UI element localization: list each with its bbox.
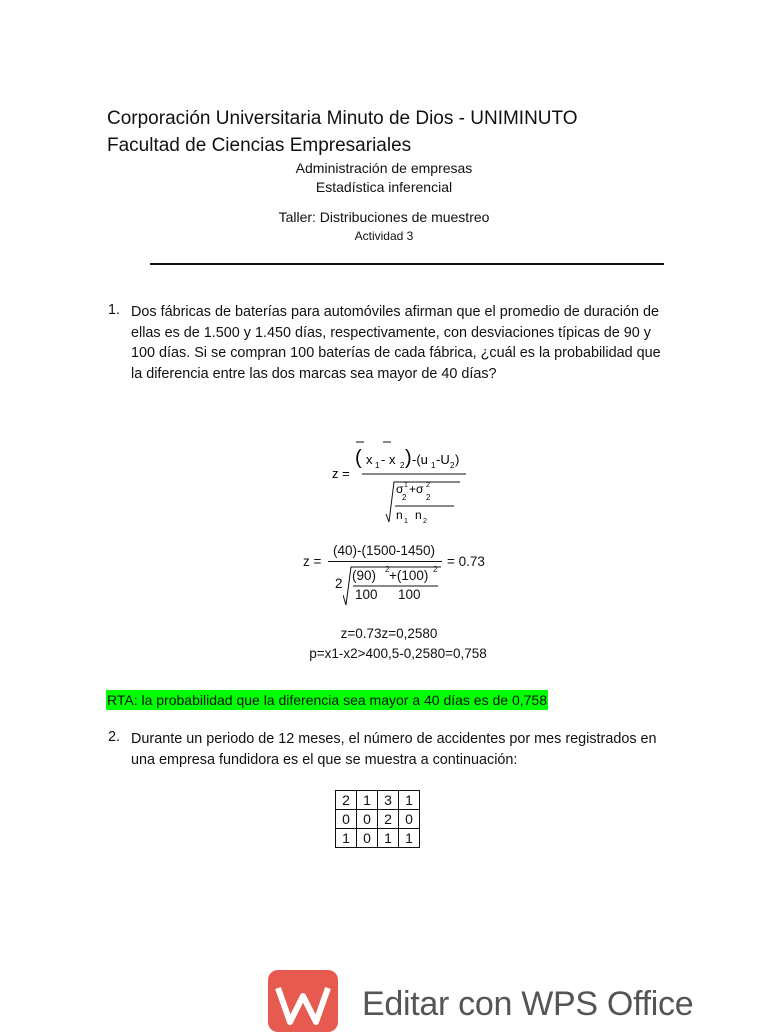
z-value-line: z=0.73z=0,2580 [340,626,438,641]
faculty-title: Facultad de Ciencias Empresariales [107,135,412,156]
table-cell: 1 [336,829,357,848]
table-row [336,829,420,848]
svg-text:n: n [415,508,422,522]
svg-text:-U: -U [436,452,450,467]
z-formula-graphic [320,440,480,530]
z-sub-den-bot-a: 100 [355,587,378,602]
table-cell: 0 [399,810,420,829]
svg-text:+σ: +σ [409,482,424,496]
course-title: Estadística inferencial [315,179,453,195]
institution-title: Corporación Universitaria Minuto de Dios - UNIMINUTO [107,108,578,129]
z-sub-den-b: +(100) [389,568,429,583]
svg-text:): ) [405,447,412,469]
table-cell: 1 [399,829,420,848]
svg-text:2: 2 [402,493,407,502]
svg-text:2: 2 [400,461,405,470]
svg-text:2: 2 [426,493,431,502]
svg-text:2: 2 [426,482,430,489]
z-sub-numerator: (40)-(1500-1450) [332,543,436,558]
table-cell: 3 [378,791,399,810]
table-row [336,810,420,829]
svg-text:): ) [455,452,460,467]
exp-2a: 2 [385,565,390,574]
problem2-text: Durante un periodo de 12 meses, el número de accidentes por mes registrados en una empresa fundidora es el que se muestra a continuación: [131,731,657,768]
wps-logo-icon[interactable] [268,970,338,1032]
table-cell: 0 [357,810,378,829]
svg-text:- x: - x [381,452,396,467]
svg-text:n: n [396,508,403,522]
svg-text:1: 1 [404,482,408,489]
svg-text:(: ( [355,447,362,469]
table-cell: 2 [336,791,357,810]
z-sub-den-bot-b: 100 [398,587,421,602]
table-cell: 1 [399,791,420,810]
workshop-title: Taller: Distribuciones de muestreo [278,209,490,225]
table-cell: 2 [378,810,399,829]
problem1-text: Dos fábricas de baterías para automóviles afirman que el promedio de duración de ellas es de 1.500 y 1.450 días, respectivamente, con desviaciones típicas de 90 y 100 días. Si se compran 100 baterías de cada fábrica, ¿cuál es la probabilidad que la diferencia entre las dos marcas sea mayor de 40 días? [131,304,661,382]
z-sub-result: = 0.73 [447,554,485,569]
svg-text:1: 1 [431,461,436,470]
z-sub-lhs: z = [303,554,322,569]
svg-text:z =: z = [332,466,350,481]
probability-line: p=x1-x2>400,5-0,2580=0,758 [309,646,487,661]
wps-edit-link[interactable]: Editar con WPS Office [362,985,694,1023]
z-formula [320,440,480,530]
svg-text:1: 1 [404,518,408,525]
z-sub-den-a: (90) [352,568,377,583]
exp-2b: 2 [433,565,438,574]
accidents-table [335,790,420,848]
svg-text:σ: σ [396,482,404,496]
svg-text:-(u: -(u [412,452,428,467]
program-title: Administración de empresas [295,160,473,176]
table-cell: 1 [357,791,378,810]
svg-text:2: 2 [450,461,455,470]
svg-text:2: 2 [423,518,427,525]
z-sub-fraction-line [328,561,442,562]
svg-text:1: 1 [375,461,380,470]
problem2-number: 2. [108,729,121,745]
activity-title: Actividad 3 [354,229,414,243]
table-cell: 0 [357,829,378,848]
problem1-number: 1. [108,302,121,318]
table-row [336,791,420,810]
table-cell: 0 [336,810,357,829]
answer-highlight: RTA: la probabilidad que la diferencia sea mayor a 40 días es de 0,758 [107,692,547,708]
table-cell: 1 [378,829,399,848]
header-divider [150,263,664,265]
z-sub-coef: 2 [335,576,343,591]
svg-text:x: x [366,452,373,467]
